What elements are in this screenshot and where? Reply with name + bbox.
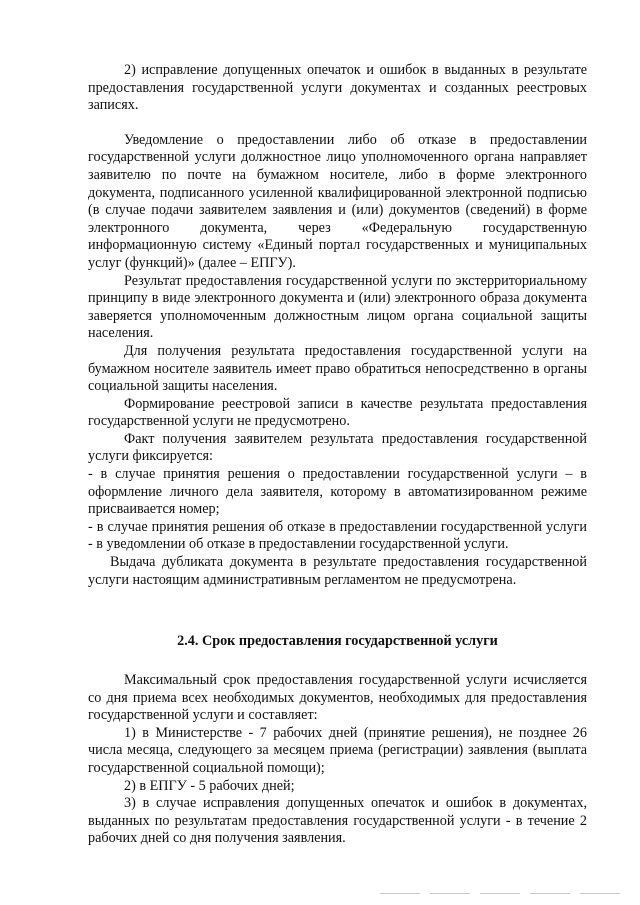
paragraph-case-refusal: - в случае принятия решения об отказе в предоставлении государственной услуги - в уведомлении об отказе в предоставлении государственной услуги. xyxy=(88,518,587,553)
paragraph-paper-result: Для получения результата предоставления государственной услуги на бумажном носителе заявитель имеет право обратиться непосредственно в органы социальной защиты населения. xyxy=(88,342,587,395)
footer-scan-marks xyxy=(380,893,620,895)
paragraph-max-term: Максимальный срок предоставления государственной услуги исчисляется со дня приема всех необходимых документов, необходимых для предоставления государственной услуги и составляет: xyxy=(88,672,587,724)
paragraph-registry: Формирование реестровой записи в качестве результата предоставления государственной услуги не предусмотрено. xyxy=(88,395,587,430)
scan-mark xyxy=(430,893,470,894)
scan-mark xyxy=(380,893,420,894)
paragraph-ministry-term: 1) в Министерстве - 7 рабочих дней (принятие решения), не позднее 26 числа месяца, следующего за месяцем приема (регистрации) заявления (выплата государственной социальной помощи); xyxy=(88,724,587,776)
scan-mark xyxy=(480,893,520,894)
paragraph-epgu-term: 2) в ЕПГУ - 5 рабочих дней; xyxy=(124,777,295,794)
section-heading: 2.4. Срок предоставления государственной услуги xyxy=(177,633,498,649)
scan-mark xyxy=(530,893,570,894)
body-text-top xyxy=(88,62,587,589)
paragraph-fact-fixed: Факт получения заявителем результата предоставления государственной услуги фиксируется: xyxy=(88,430,587,465)
paragraph-correction-term: 3) в случае исправления допущенных опечаток и ошибок в документах, выданных по результатам предоставления государственной услуги - в течение 2 рабочих дней со дня получения заявления. xyxy=(88,795,587,847)
body-text-bottom xyxy=(88,672,587,848)
paragraph-correction: 2) исправление допущенных опечаток и ошибок в выданных в результате предоставления государственной услуги документах и созданных реестровых записях. xyxy=(88,62,587,114)
scan-mark xyxy=(580,893,620,894)
paragraph-extraterritorial: Результат предоставления государственной услуги по экстерриториальному принципу в виде электронного документа и (или) электронного образа документа заверяется уполномоченным должностным лицом органа социальной защиты населения. xyxy=(88,272,587,342)
paragraph-notification: Уведомление о предоставлении либо об отказе в предоставлении государственной услуги должностное лицо уполномоченного органа направляет заявителю по почте на бумажном носителе, либо в форме электронного документа, подписанного усиленной квалифицированной электронной подписью (в случае подачи заявителем заявления и (или) документов (сведений) в форме электронного документа, через «Федеральную государственную информационную систему «Единый портал государственных и муниципальных услуг (функций)» (далее – ЕПГУ). xyxy=(88,131,587,271)
paragraph-case-grant: - в случае принятия решения о предоставлении государственной услуги – в оформление личного дела заявителя, которому в автоматизированном режиме присваивается номер; xyxy=(88,466,587,518)
paragraph-duplicate: Выдача дубликата документа в результате предоставления государственной услуги настоящим административным регламентом не предусмотрена. xyxy=(88,554,587,588)
